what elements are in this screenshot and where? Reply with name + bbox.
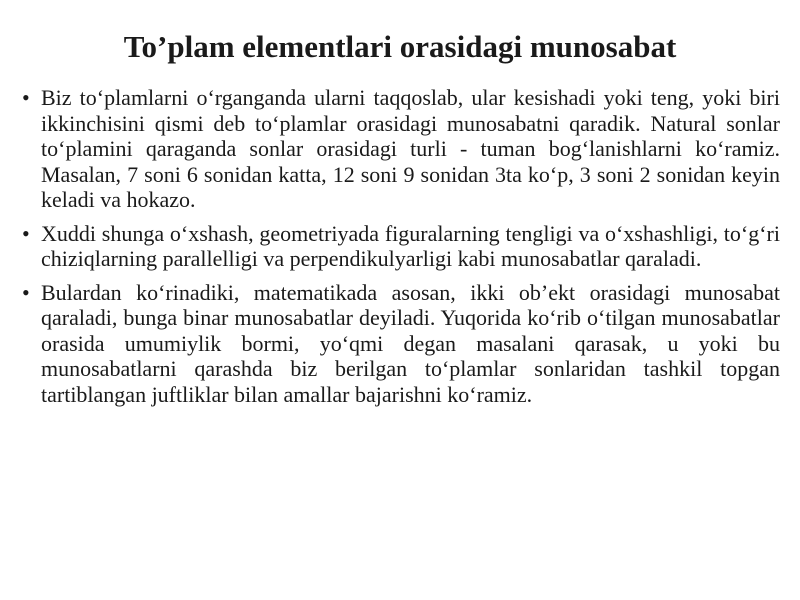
bullet-text: Bulardan ko‘rinadiki, matematikada asosan, ikki ob’ekt orasidagi munosabat qaraladi, bunga binar munosabatlar deyiladi. Yuqorida ko‘rib o‘tilgan munosabatlar orasida umumiylik bormi, yo‘qmi degan masalani qarasak, u yoki bu munosabatlarni qarashda biz berilgan to‘plamlar sonlaridan tashkil topgan tartiblangan juftliklar bilan amallar bajarishni ko‘ramiz. — [41, 279, 780, 407]
bullet-item — [20, 221, 780, 272]
bullet-marker: • — [22, 220, 30, 246]
bullet-item — [20, 85, 780, 213]
bullet-text: Xuddi shunga o‘xshash, geometriyada figuralarning tengligi va o‘xshashligi, to‘g‘ri chiziqlarning parallelligi va perpendikulyarligi kabi munosabatlar qaraladi. — [41, 220, 780, 272]
slide-title: To’plam elementlari orasidagi munosabat — [123, 29, 677, 64]
bullet-list — [20, 85, 780, 407]
bullet-item — [20, 280, 780, 408]
bullet-text: Biz to‘plamlarni o‘rganganda ularni taqqoslab, ular kesishadi yoki teng, yoki biri ikkinchisini qismi deb to‘plamlar orasidagi munosabatni qaradik. Natural sonlar to‘plamini qaraganda sonlar orasidagi turli - tuman bog‘lanishlarni ko‘ramiz. Masalan, 7 soni 6 sonidan katta, 12 soni 9 sonidan 3ta ko‘p, 3 soni 2 sonidan keyin keladi va hokazo. — [41, 85, 780, 213]
bullet-marker: • — [22, 279, 30, 305]
bullet-marker: • — [22, 85, 30, 111]
